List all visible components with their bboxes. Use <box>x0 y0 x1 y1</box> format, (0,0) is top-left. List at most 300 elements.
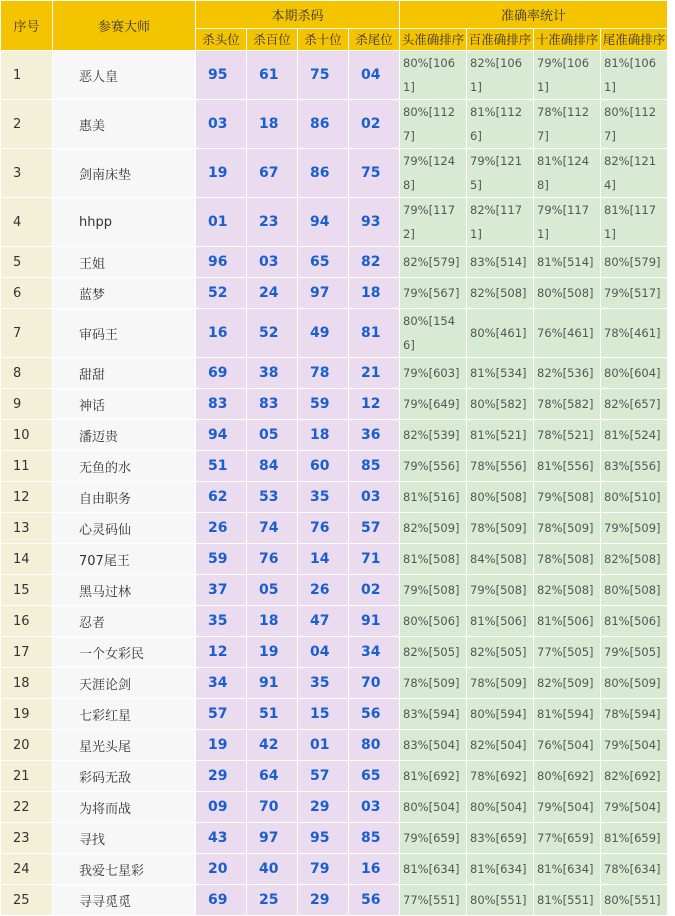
accuracy-hundred: 80%[551] <box>467 885 534 916</box>
kill-ten: 75 <box>298 51 349 100</box>
kill-tail: 36 <box>349 420 400 451</box>
accuracy-tail: 79%[517] <box>601 278 668 309</box>
accuracy-tail: 81%[1171] <box>601 198 668 247</box>
row-seq: 4 <box>1 198 53 247</box>
kill-tail: 85 <box>349 451 400 482</box>
kill-tail: 02 <box>349 100 400 149</box>
row-seq: 17 <box>1 637 53 668</box>
accuracy-head: 79%[659] <box>400 823 467 854</box>
accuracy-ten: 82%[509] <box>534 668 601 699</box>
master-name: 一个女彩民 <box>53 637 196 668</box>
row-seq: 15 <box>1 575 53 606</box>
kill-head: 34 <box>196 668 247 699</box>
table-row <box>1 198 675 247</box>
master-name: 忍者 <box>53 606 196 637</box>
table-row <box>1 451 675 482</box>
kill-tail: 56 <box>349 699 400 730</box>
kill-head: 51 <box>196 451 247 482</box>
accuracy-tail: 82%[657] <box>601 389 668 420</box>
kill-hundred: 97 <box>247 823 298 854</box>
accuracy-head: 79%[1248] <box>400 149 467 198</box>
table-row <box>1 699 675 730</box>
kill-tail: 65 <box>349 761 400 792</box>
kill-ten: 35 <box>298 668 349 699</box>
kill-hundred: 91 <box>247 668 298 699</box>
kill-ten: 26 <box>298 575 349 606</box>
accuracy-ten: 78%[582] <box>534 389 601 420</box>
master-name: 707尾王 <box>53 544 196 575</box>
accuracy-head: 80%[1546] <box>400 309 467 358</box>
accuracy-hundred: 80%[504] <box>467 792 534 823</box>
kill-ten: 76 <box>298 513 349 544</box>
row-spacer <box>668 854 675 885</box>
kill-head: 12 <box>196 637 247 668</box>
kill-tail: 18 <box>349 278 400 309</box>
kill-hundred: 64 <box>247 761 298 792</box>
kill-ten: 29 <box>298 885 349 916</box>
accuracy-tail: 81%[659] <box>601 823 668 854</box>
accuracy-ten: 79%[508] <box>534 482 601 513</box>
row-seq: 5 <box>1 247 53 278</box>
kill-tail: 57 <box>349 513 400 544</box>
kill-head: 94 <box>196 420 247 451</box>
accuracy-ten: 79%[1171] <box>534 198 601 247</box>
table-row <box>1 668 675 699</box>
accuracy-ten: 81%[506] <box>534 606 601 637</box>
accuracy-hundred: 82%[1061] <box>467 51 534 100</box>
accuracy-hundred: 83%[659] <box>467 823 534 854</box>
kill-hundred: 05 <box>247 575 298 606</box>
table-row <box>1 885 675 916</box>
accuracy-hundred: 78%[692] <box>467 761 534 792</box>
kill-hundred: 84 <box>247 451 298 482</box>
kill-head: 35 <box>196 606 247 637</box>
kill-hundred: 61 <box>247 51 298 100</box>
kill-ten: 01 <box>298 730 349 761</box>
kill-ten: 97 <box>298 278 349 309</box>
kill-hundred: 52 <box>247 309 298 358</box>
accuracy-head: 81%[634] <box>400 854 467 885</box>
kill-head: 52 <box>196 278 247 309</box>
table-row <box>1 247 675 278</box>
header-acc-hundred: 百准确排序 <box>467 28 534 50</box>
accuracy-ten: 81%[551] <box>534 885 601 916</box>
kill-ten: 86 <box>298 149 349 198</box>
accuracy-head: 78%[509] <box>400 668 467 699</box>
row-spacer <box>668 668 675 699</box>
accuracy-hundred: 78%[509] <box>467 513 534 544</box>
kill-ten: 04 <box>298 637 349 668</box>
accuracy-tail: 82%[692] <box>601 761 668 792</box>
header-kill-tail: 杀尾位 <box>349 28 400 50</box>
accuracy-ten: 81%[594] <box>534 699 601 730</box>
kill-tail: 02 <box>349 575 400 606</box>
accuracy-tail: 82%[508] <box>601 544 668 575</box>
accuracy-head: 81%[508] <box>400 544 467 575</box>
header-kill-head: 杀头位 <box>196 28 247 50</box>
row-seq: 10 <box>1 420 53 451</box>
kill-hundred: 25 <box>247 885 298 916</box>
kill-ten: 60 <box>298 451 349 482</box>
accuracy-head: 81%[516] <box>400 482 467 513</box>
accuracy-head: 83%[504] <box>400 730 467 761</box>
accuracy-ten: 80%[508] <box>534 278 601 309</box>
header-master: 参赛大师 <box>53 1 196 51</box>
row-spacer <box>668 482 675 513</box>
kill-tail: 03 <box>349 482 400 513</box>
row-seq: 12 <box>1 482 53 513</box>
master-name: 甜甜 <box>53 358 196 389</box>
kill-head: 01 <box>196 198 247 247</box>
row-spacer <box>668 637 675 668</box>
row-spacer <box>668 823 675 854</box>
accuracy-hundred: 81%[534] <box>467 358 534 389</box>
kill-head: 95 <box>196 51 247 100</box>
kill-ten: 57 <box>298 761 349 792</box>
kill-hundred: 18 <box>247 100 298 149</box>
row-seq: 1 <box>1 51 53 100</box>
row-seq: 9 <box>1 389 53 420</box>
header-accuracy-group: 准确率统计 <box>400 1 668 29</box>
accuracy-hundred: 80%[508] <box>467 482 534 513</box>
row-seq: 13 <box>1 513 53 544</box>
accuracy-ten: 82%[508] <box>534 575 601 606</box>
accuracy-ten: 78%[508] <box>534 544 601 575</box>
master-name: 七彩红星 <box>53 699 196 730</box>
row-seq: 21 <box>1 761 53 792</box>
kill-hundred: 70 <box>247 792 298 823</box>
accuracy-head: 82%[539] <box>400 420 467 451</box>
kill-hundred: 67 <box>247 149 298 198</box>
accuracy-ten: 77%[659] <box>534 823 601 854</box>
kill-tail: 70 <box>349 668 400 699</box>
row-spacer <box>668 513 675 544</box>
table-row <box>1 482 675 513</box>
accuracy-tail: 80%[604] <box>601 358 668 389</box>
master-name: 审码王 <box>53 309 196 358</box>
row-spacer <box>668 420 675 451</box>
accuracy-ten: 80%[692] <box>534 761 601 792</box>
accuracy-tail: 80%[509] <box>601 668 668 699</box>
table-row <box>1 149 675 198</box>
kill-hundred: 38 <box>247 358 298 389</box>
row-seq: 6 <box>1 278 53 309</box>
accuracy-hundred: 78%[556] <box>467 451 534 482</box>
kill-tail: 82 <box>349 247 400 278</box>
row-spacer <box>668 51 675 100</box>
accuracy-head: 79%[603] <box>400 358 467 389</box>
kill-hundred: 18 <box>247 606 298 637</box>
table-body <box>1 51 675 916</box>
header-kill-group: 本期杀码 <box>196 1 400 29</box>
kill-ten: 79 <box>298 854 349 885</box>
master-name: 为将而战 <box>53 792 196 823</box>
row-spacer <box>668 761 675 792</box>
kill-head: 83 <box>196 389 247 420</box>
table-row <box>1 606 675 637</box>
row-seq: 7 <box>1 309 53 358</box>
master-name: 惠美 <box>53 100 196 149</box>
accuracy-hundred: 80%[594] <box>467 699 534 730</box>
accuracy-head: 79%[1172] <box>400 198 467 247</box>
table-header <box>1 1 675 51</box>
kill-head: 57 <box>196 699 247 730</box>
row-seq: 14 <box>1 544 53 575</box>
row-seq: 25 <box>1 885 53 916</box>
table-row <box>1 278 675 309</box>
row-seq: 3 <box>1 149 53 198</box>
accuracy-hundred: 84%[508] <box>467 544 534 575</box>
kill-tail: 04 <box>349 51 400 100</box>
row-spacer <box>668 451 675 482</box>
row-seq: 2 <box>1 100 53 149</box>
accuracy-tail: 82%[1214] <box>601 149 668 198</box>
kill-head: 16 <box>196 309 247 358</box>
kill-ten: 95 <box>298 823 349 854</box>
accuracy-tail: 81%[524] <box>601 420 668 451</box>
accuracy-head: 82%[579] <box>400 247 467 278</box>
row-seq: 23 <box>1 823 53 854</box>
accuracy-head: 80%[1061] <box>400 51 467 100</box>
accuracy-ten: 76%[504] <box>534 730 601 761</box>
accuracy-hundred: 78%[509] <box>467 668 534 699</box>
kill-head: 26 <box>196 513 247 544</box>
accuracy-head: 82%[505] <box>400 637 467 668</box>
row-seq: 8 <box>1 358 53 389</box>
accuracy-head: 83%[594] <box>400 699 467 730</box>
row-spacer <box>668 885 675 916</box>
master-name: 神话 <box>53 389 196 420</box>
table-row <box>1 544 675 575</box>
accuracy-head: 81%[692] <box>400 761 467 792</box>
kill-tail: 03 <box>349 792 400 823</box>
kill-ten: 59 <box>298 389 349 420</box>
kill-head: 96 <box>196 247 247 278</box>
accuracy-ten: 78%[521] <box>534 420 601 451</box>
row-spacer <box>668 358 675 389</box>
table-row <box>1 358 675 389</box>
accuracy-tail: 79%[504] <box>601 730 668 761</box>
accuracy-head: 77%[551] <box>400 885 467 916</box>
accuracy-head: 79%[649] <box>400 389 467 420</box>
accuracy-ten: 78%[1127] <box>534 100 601 149</box>
kill-ten: 47 <box>298 606 349 637</box>
accuracy-tail: 78%[461] <box>601 309 668 358</box>
kill-hundred: 53 <box>247 482 298 513</box>
kill-hundred: 05 <box>247 420 298 451</box>
kill-tail: 91 <box>349 606 400 637</box>
master-name: 潘迈贵 <box>53 420 196 451</box>
kill-hundred: 23 <box>247 198 298 247</box>
header-acc-tail: 尾准确排序 <box>601 28 668 50</box>
kill-head: 59 <box>196 544 247 575</box>
kill-ten: 15 <box>298 699 349 730</box>
header-acc-head: 头准确排序 <box>400 28 467 50</box>
table-row <box>1 854 675 885</box>
accuracy-tail: 80%[551] <box>601 885 668 916</box>
accuracy-hundred: 81%[1126] <box>467 100 534 149</box>
table-row <box>1 792 675 823</box>
master-name: 我爱七星彩 <box>53 854 196 885</box>
master-name: 黑马过林 <box>53 575 196 606</box>
accuracy-ten: 76%[461] <box>534 309 601 358</box>
kill-head: 19 <box>196 730 247 761</box>
kill-hundred: 74 <box>247 513 298 544</box>
master-name: 天涯论剑 <box>53 668 196 699</box>
accuracy-ten: 81%[556] <box>534 451 601 482</box>
accuracy-head: 80%[1127] <box>400 100 467 149</box>
row-spacer <box>668 198 675 247</box>
header-spacer <box>668 1 675 51</box>
kill-ten: 29 <box>298 792 349 823</box>
table-row <box>1 51 675 100</box>
header-kill-hundred: 杀百位 <box>247 28 298 50</box>
row-spacer <box>668 792 675 823</box>
row-spacer <box>668 544 675 575</box>
accuracy-head: 79%[567] <box>400 278 467 309</box>
row-seq: 16 <box>1 606 53 637</box>
master-name: 寻寻觅觅 <box>53 885 196 916</box>
kill-tail: 34 <box>349 637 400 668</box>
kill-hundred: 19 <box>247 637 298 668</box>
kill-tail: 81 <box>349 309 400 358</box>
master-name: 恶人皇 <box>53 51 196 100</box>
accuracy-ten: 81%[514] <box>534 247 601 278</box>
master-name: 心灵码仙 <box>53 513 196 544</box>
row-spacer <box>668 309 675 358</box>
kill-tail: 85 <box>349 823 400 854</box>
table-row <box>1 309 675 358</box>
table-row <box>1 389 675 420</box>
accuracy-ten: 81%[634] <box>534 854 601 885</box>
kill-head: 37 <box>196 575 247 606</box>
accuracy-hundred: 82%[504] <box>467 730 534 761</box>
kill-ten: 86 <box>298 100 349 149</box>
master-name: 彩码无敌 <box>53 761 196 792</box>
accuracy-hundred: 82%[508] <box>467 278 534 309</box>
accuracy-tail: 80%[508] <box>601 575 668 606</box>
header-acc-ten: 十准确排序 <box>534 28 601 50</box>
row-seq: 18 <box>1 668 53 699</box>
kill-hundred: 24 <box>247 278 298 309</box>
kill-tail: 21 <box>349 358 400 389</box>
kill-ten: 14 <box>298 544 349 575</box>
kill-tail: 80 <box>349 730 400 761</box>
kill-tail: 56 <box>349 885 400 916</box>
row-seq: 20 <box>1 730 53 761</box>
kill-hundred: 42 <box>247 730 298 761</box>
master-name: 自由职务 <box>53 482 196 513</box>
kill-head: 69 <box>196 358 247 389</box>
kill-ten: 65 <box>298 247 349 278</box>
accuracy-ten: 81%[1248] <box>534 149 601 198</box>
accuracy-ten: 78%[509] <box>534 513 601 544</box>
master-name: 无鱼的水 <box>53 451 196 482</box>
master-name: 寻找 <box>53 823 196 854</box>
kill-ten: 94 <box>298 198 349 247</box>
accuracy-hundred: 83%[514] <box>467 247 534 278</box>
accuracy-hundred: 80%[582] <box>467 389 534 420</box>
header-seq: 序号 <box>1 1 53 51</box>
kill-hundred: 76 <box>247 544 298 575</box>
accuracy-head: 80%[506] <box>400 606 467 637</box>
table-row <box>1 761 675 792</box>
master-name: 剑南床垫 <box>53 149 196 198</box>
master-name: 蓝梦 <box>53 278 196 309</box>
accuracy-head: 82%[509] <box>400 513 467 544</box>
kill-head: 69 <box>196 885 247 916</box>
accuracy-tail: 79%[505] <box>601 637 668 668</box>
kill-hundred: 03 <box>247 247 298 278</box>
accuracy-tail: 78%[594] <box>601 699 668 730</box>
accuracy-tail: 79%[509] <box>601 513 668 544</box>
accuracy-tail: 81%[1061] <box>601 51 668 100</box>
row-seq: 19 <box>1 699 53 730</box>
row-spacer <box>668 606 675 637</box>
kill-tail: 16 <box>349 854 400 885</box>
accuracy-head: 79%[508] <box>400 575 467 606</box>
row-spacer <box>668 100 675 149</box>
row-spacer <box>668 149 675 198</box>
accuracy-hundred: 80%[461] <box>467 309 534 358</box>
table-row <box>1 513 675 544</box>
kill-hundred: 83 <box>247 389 298 420</box>
kill-head: 19 <box>196 149 247 198</box>
table-row <box>1 575 675 606</box>
accuracy-tail: 80%[510] <box>601 482 668 513</box>
accuracy-tail: 83%[556] <box>601 451 668 482</box>
table-row <box>1 730 675 761</box>
table-row <box>1 823 675 854</box>
row-spacer <box>668 247 675 278</box>
row-seq: 24 <box>1 854 53 885</box>
kill-ten: 18 <box>298 420 349 451</box>
accuracy-hundred: 81%[521] <box>467 420 534 451</box>
master-name: 王姐 <box>53 247 196 278</box>
accuracy-tail: 81%[506] <box>601 606 668 637</box>
kill-tail: 71 <box>349 544 400 575</box>
kill-head: 62 <box>196 482 247 513</box>
accuracy-ten: 82%[536] <box>534 358 601 389</box>
kill-ten: 35 <box>298 482 349 513</box>
kill-head: 43 <box>196 823 247 854</box>
kill-head: 09 <box>196 792 247 823</box>
accuracy-tail: 78%[634] <box>601 854 668 885</box>
accuracy-hundred: 81%[634] <box>467 854 534 885</box>
header-kill-ten: 杀十位 <box>298 28 349 50</box>
kill-tail: 12 <box>349 389 400 420</box>
row-seq: 22 <box>1 792 53 823</box>
accuracy-tail: 79%[504] <box>601 792 668 823</box>
master-name: 星光头尾 <box>53 730 196 761</box>
kill-hundred: 40 <box>247 854 298 885</box>
accuracy-hundred: 82%[1171] <box>467 198 534 247</box>
kill-head: 20 <box>196 854 247 885</box>
accuracy-head: 80%[504] <box>400 792 467 823</box>
kill-head: 29 <box>196 761 247 792</box>
row-spacer <box>668 730 675 761</box>
row-seq: 11 <box>1 451 53 482</box>
accuracy-head: 79%[556] <box>400 451 467 482</box>
kill-ten: 78 <box>298 358 349 389</box>
row-spacer <box>668 278 675 309</box>
kill-ten: 49 <box>298 309 349 358</box>
master-name: hhpp <box>53 198 196 247</box>
table-row <box>1 100 675 149</box>
accuracy-tail: 80%[579] <box>601 247 668 278</box>
accuracy-ten: 79%[504] <box>534 792 601 823</box>
accuracy-tail: 80%[1127] <box>601 100 668 149</box>
